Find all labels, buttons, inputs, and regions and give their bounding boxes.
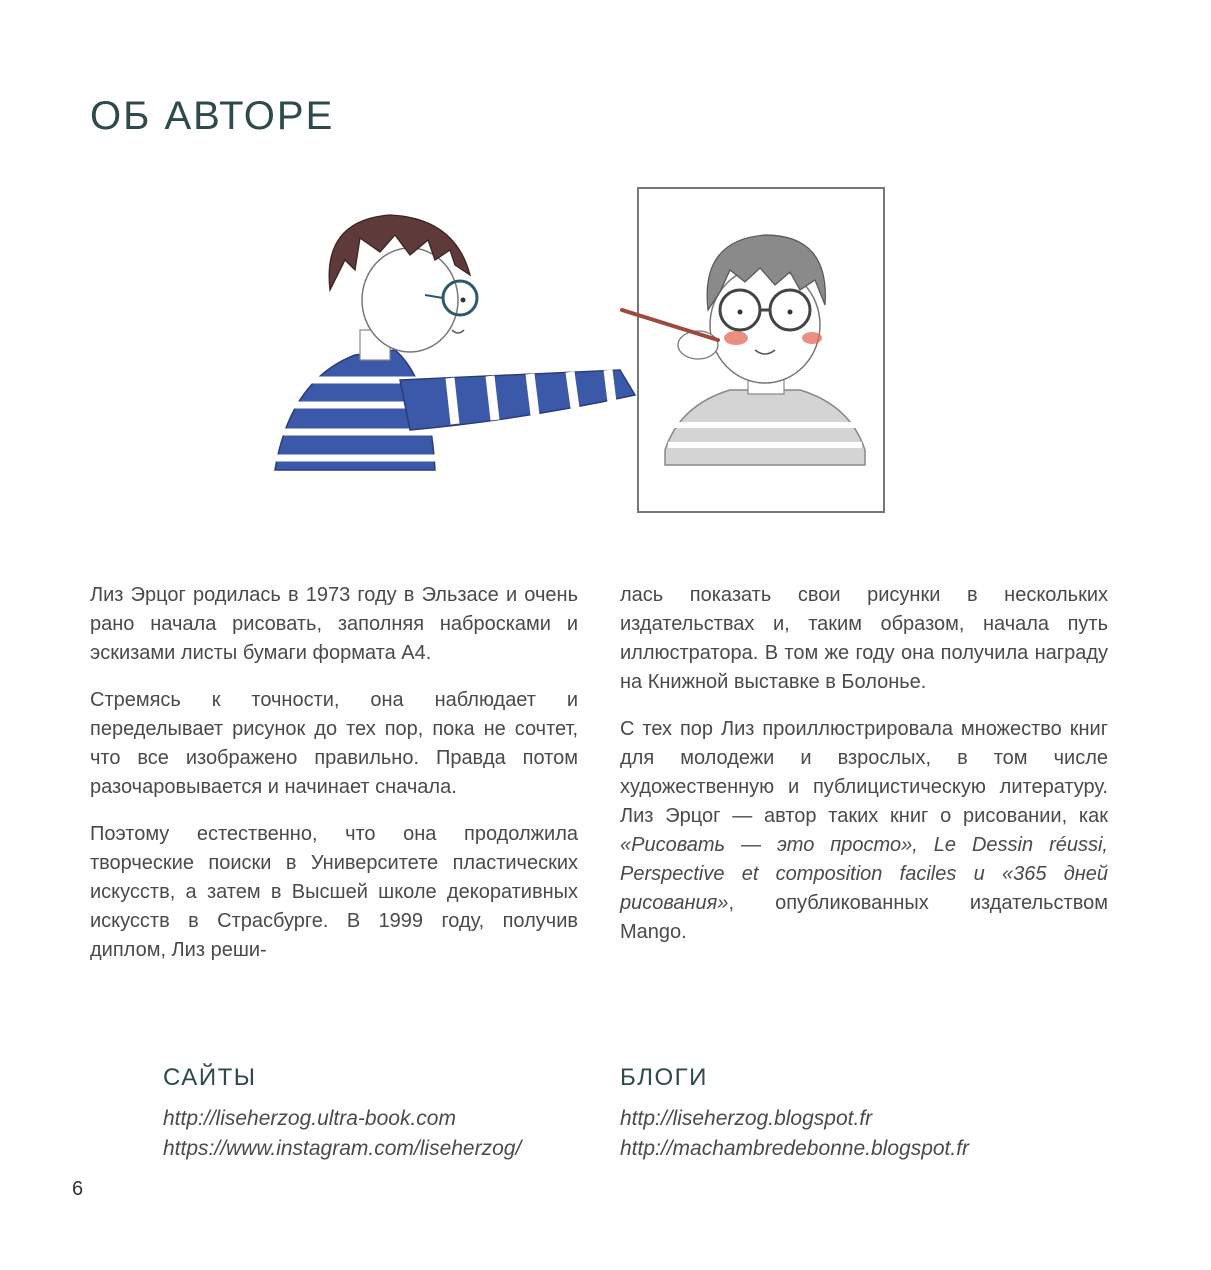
book-titles: «Рисовать — это просто», Le Dessin réussi, Perspective et composition faciles и «365 дней рисования»: [620, 834, 1108, 914]
author-arm: [400, 370, 635, 430]
paragraph: Поэтому естественно, что она продолжила творческие поиски в Университете пластических искусств, а затем в Высшей школе декоративных искусств в Страсбурге. В 1999 году, получив диплом, Лиз реши-: [90, 823, 578, 961]
blogs-heading: БЛОГИ: [620, 1064, 708, 1091]
paragraph-text: С тех пор Лиз проиллюстрировала множество книг для молодежи и взрослых, в том числе художественную и публицистическую литературу. Лиз Эрцог — автор таких книг о рисовании, как: [620, 718, 1108, 827]
paragraph: Лиз Эрцог родилась в 1973 году в Эльзасе и очень рано начала рисовать, заполняя набросками и эскизами листы бумаги формата А4.: [90, 584, 578, 664]
paragraph: Стремясь к точности, она наблюдает и переделывает рисунок до тех пор, пока не сочтет, что все изображено правильно. Правда потом разочаровывается и начинает сначала.: [90, 689, 578, 798]
paragraph: [620, 715, 1108, 947]
sites-heading: САЙТЫ: [163, 1064, 257, 1091]
author-self-portrait-illustration: [260, 180, 900, 520]
site-link-ultrabook[interactable]: http://liseherzog.ultra-book.com: [163, 1107, 456, 1130]
portrait-cheek: [724, 331, 748, 345]
site-link-instagram[interactable]: https://www.instagram.com/liseherzog/: [163, 1137, 522, 1160]
paragraph-text: , опубликованных издательством Mango.: [620, 892, 1108, 943]
page-number: 6: [72, 1178, 84, 1200]
text-column-left: [90, 581, 578, 983]
page-title: ОБ АВТОРЕ: [90, 94, 335, 138]
blog-link-machambredebonne[interactable]: http://machambredebonne.blogspot.fr: [620, 1137, 970, 1160]
blog-link-liseherzog[interactable]: http://liseherzog.blogspot.fr: [620, 1107, 873, 1130]
sites-section: [163, 1064, 521, 1164]
paragraph: лась показать свои рисунки в нескольких издательствах и, таким образом, начала путь иллюстратора. В том же году она получила награду на Книжной выставке в Болонье.: [620, 584, 1108, 693]
blogs-section: [620, 1064, 969, 1164]
text-column-right: [620, 581, 1108, 965]
